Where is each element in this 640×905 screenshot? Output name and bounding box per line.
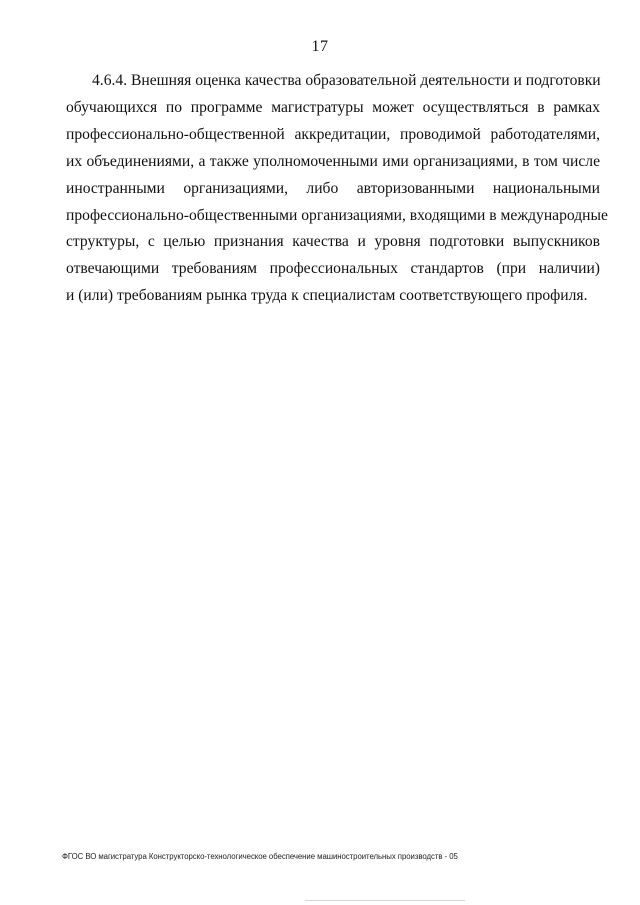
footer-standard-label: ФГОС ВО магистратура Конструкторско-технологическое обеспечение машиностроительных производств - 05	[62, 852, 458, 861]
paragraph-line: структуры, с целью признания качества и уровня подготовки выпускников	[66, 233, 600, 251]
paragraph-line: обучающихся по программе магистратуры может осуществляться в рамках	[66, 98, 600, 116]
paragraph-line: их объединениями, а также уполномоченными ими организациями, в том числе	[66, 152, 600, 170]
paragraph-line: отвечающими требованиям профессиональных стандартов (при наличии)	[66, 260, 600, 278]
paragraph-line: профессионально-общественной аккредитации, проводимой работодателями,	[66, 125, 600, 143]
scan-edge-line	[305, 900, 465, 901]
paragraph-line: и (или) требованиям рынка труда к специалистам соответствующего профиля.	[66, 287, 588, 305]
page-number: 17	[311, 38, 329, 55]
paragraph-line: иностранными организациями, либо авторизованными национальными	[66, 179, 600, 197]
paragraph-line: 4.6.4. Внешняя оценка качества образовательной деятельности и подготовки	[92, 72, 601, 89]
paragraph-4-6-4	[66, 68, 608, 310]
paragraph-line: профессионально-общественными организациями, входящими в международные	[66, 206, 608, 224]
